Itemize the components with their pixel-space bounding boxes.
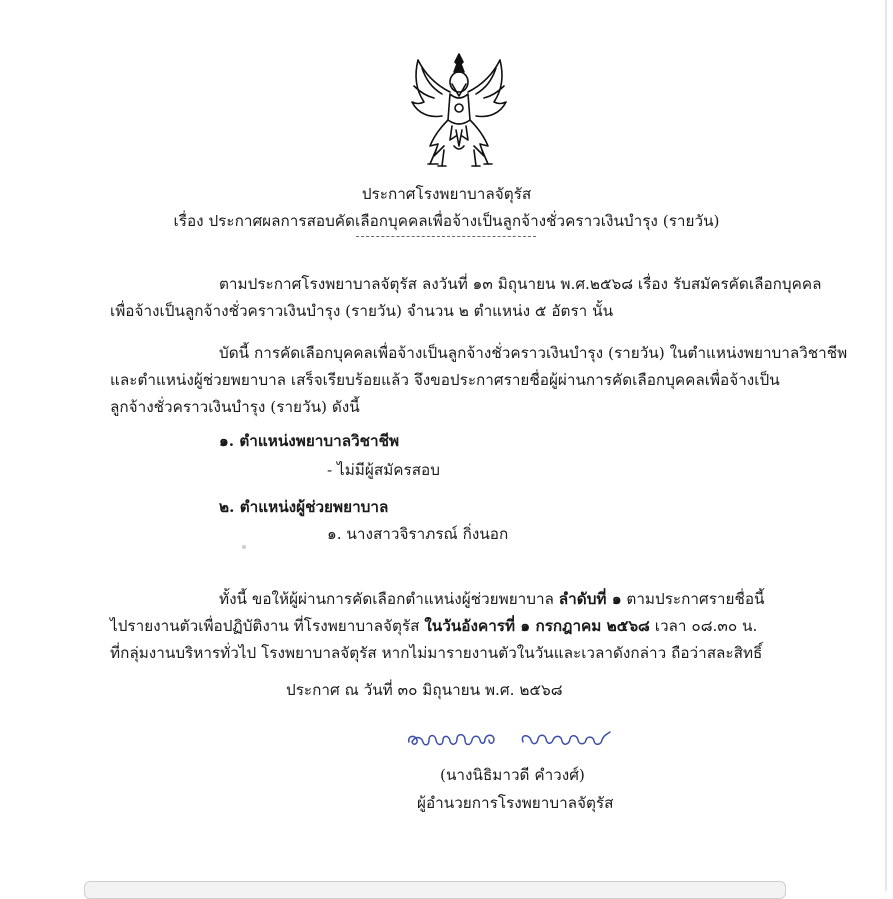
viewer-bottom-bar	[84, 881, 786, 899]
position-heading-assistant: ๒. ตำแหน่งผู้ช่วยพยาบาล	[219, 498, 389, 516]
announcement-date: ประกาศ ณ วันที่ ๓๐ มิถุนายน พ.ศ. ๒๕๖๘	[286, 681, 563, 699]
announcement-subject: เรื่อง ประกาศผลการสอบคัดเลือกบุคคลเพื่อจ้างเป็นลูกจ้างชั่วคราวเงินบำรุง (รายวัน)	[173, 212, 720, 230]
signatory-title: ผู้อำนวยการโรงพยาบาลจัตุรัส	[417, 794, 614, 812]
paragraph3-line2: ไปรายงานตัวเพื่อปฏิบัติงาน ที่โรงพยาบาลจัตุรัส ในวันอังคารที่ ๑ กรกฎาคม ๒๕๖๘ เวลา ๐๘.๓๐ น.	[110, 617, 758, 635]
position-entry-nurse: - ไม่มีผู้สมัครสอบ	[327, 461, 440, 479]
signatory-name: (นางนิธิมาวดี คำวงศ์)	[440, 766, 585, 784]
title-separator	[356, 236, 536, 237]
handwritten-signature	[405, 722, 620, 752]
position-heading-nurse: ๑. ตำแหน่งพยาบาลวิชาชีพ	[219, 432, 400, 450]
announcement-title: ประกาศโรงพยาบาลจัตุรัส	[361, 185, 532, 203]
paragraph1-line2: เพื่อจ้างเป็นลูกจ้างชั่วคราวเงินบำรุง (รายวัน) จำนวน ๒ ตำแหน่ง ๕ อัตรา นั้น	[110, 302, 614, 320]
paragraph2-line2: และตำแหน่งผู้ช่วยพยาบาล เสร็จเรียบร้อยแล้ว จึงขอประกาศรายชื่อผู้ผ่านการคัดเลือกบุคคลเพื่อจ้างเป็น	[110, 371, 780, 389]
page-edge-divider	[885, 0, 887, 891]
paragraph2-line1: บัดนี้ การคัดเลือกบุคคลเพื่อจ้างเป็นลูกจ้างชั่วคราวเงินบำรุง (รายวัน) ในตำแหน่งพยาบาลวิชาชีพ	[219, 344, 848, 362]
paragraph1-line1: ตามประกาศโรงพยาบาลจัตุรัส ลงวันที่ ๑๓ มิถุนายน พ.ศ.๒๕๖๘ เรื่อง รับสมัครคัดเลือกบุคคล	[219, 275, 822, 293]
scan-speck	[242, 545, 246, 549]
paragraph2-line3: ลูกจ้างชั่วคราวเงินบำรุง (รายวัน) ดังนี้	[110, 398, 360, 416]
paragraph3-line3: ที่กลุ่มงานบริหารทั่วไป โรงพยาบาลจัตุรัส หากไม่มารายงานตัวในวันและเวลาดังกล่าว ถือว่าสละสิทธิ์	[110, 644, 763, 662]
position-entry-assistant: ๑. นางสาวจิราภรณ์ กิ่งนอก	[327, 525, 509, 543]
garuda-emblem	[400, 46, 518, 174]
paragraph3-line1: ทั้งนี้ ขอให้ผู้ผ่านการคัดเลือกตำแหน่งผู้ช่วยพยาบาล ลำดับที่ ๑ ตามประกาศรายชื่อนี้	[219, 590, 765, 608]
